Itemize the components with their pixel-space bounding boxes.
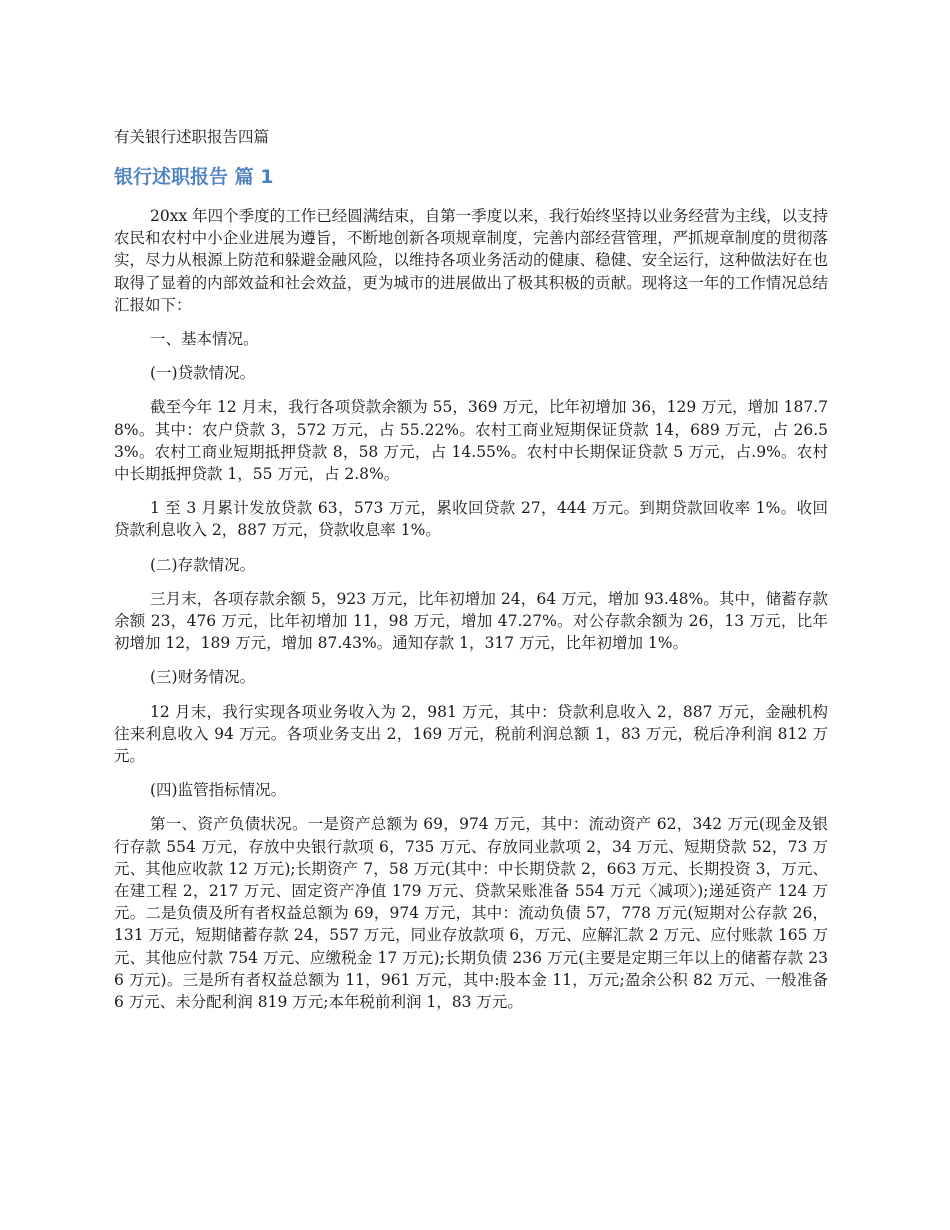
paragraph-loan-issuance: 1 至 3 月累计发放贷款 63，573 万元，累收回贷款 27，444 万元。到期贷款回收率 1%。收回贷款利息收入 2，887 万元，贷款收息率 1%。 <box>114 499 828 540</box>
paragraph-loan-balance: 截至今年 12 月末，我行各项贷款余额为 55，369 万元，比年初增加 36，129 万元，增加 187.78%。其中：农户贷款 3，572 万元，占 55.22%。农村工商业短期保证贷款 14，689 万元，占 26.53%。农村工商业短期抵押贷款 8，58 万元，占 14.55%。农村中长期保证贷款 5 万元，占.9%。农村中长期抵押贷款 1，55 万元，占 2.8%。 <box>114 398 828 484</box>
paragraph-deposit-heading: (二)存款情况。 <box>150 555 256 574</box>
paragraph-finance-detail: 12 月末，我行实现各项业务收入为 2，981 万元，其中：贷款利息收入 2，887 万元，金融机构往来利息收入 94 万元。各项业务支出 2，169 万元，税前利润总额 1，83 万元，税后净利润 812 万元。 <box>114 702 828 766</box>
paragraph-intro: 20xx 年四个季度的工作已经圆满结束，自第一季度以来，我行始终坚持以业务经营为主线，以支持农民和农村中小企业进展为遵旨，不断地创新各项规章制度，完善内部经营管理，严抓规章制度的贯彻落实，尽力从根源上防范和躲避金融风险，以维持各项业务活动的健康、稳健、安全运行，这种做法好在也取得了显着的内部效益和社会效益，更为城市的进展做出了极其积极的贡献。现将这一年的工作情况总结汇报如下： <box>114 207 828 314</box>
document-title: 有关银行述职报告四篇 <box>114 128 270 146</box>
paragraph-loan-heading: (一)贷款情况。 <box>150 364 256 383</box>
document-body <box>114 205 828 1025</box>
paragraph-deposit-detail: 三月末，各项存款余额 5，923 万元，比年初增加 24，64 万元，增加 93.48%。其中，储蓄存款余额 23，476 万元，比年初增加 11，98 万元，增加 47.27%。对公存款余额为 26，13 万元，比年初增加 12，189 万元，增加 87.43%。通知存款 1，317 万元，比年初增加 1%。 <box>114 589 828 653</box>
paragraph-balance-sheet: 第一、资产负债状况。一是资产总额为 69，974 万元，其中：流动资产 62，342 万元(现金及银行存款 554 万元，存放中央银行款项 6，735 万元、存放同业款项 2，34 万元、短期贷款 52，73 万元、其他应收款 12 万元);长期资产 7，58 万元(其中：中长期贷款 2，663 万元、长期投资 3，万元、在建工程 2，217 万元、固定资产净值 179 万元、贷款呆账准备 554 万元〈减项〉);递延资产 124 万元。二是负债及所有者权益总额为 69，974 万元，其中：流动负债 57，778 万元(短期对公存款 26，131 万元，短期储蓄存款 24，557 万元，同业存放款项 6，万元、应解汇款 2 万元、应付账款 165 万元、其他应付款 754 万元、应缴税金 17 万元);长期负债 236 万元(主要是定期三年以上的储蓄存款 236 万元)。三是所有者权益总额为 11，961 万元，其中:股本金 11，万元;盈余公积 82 万元、一般准备 6 万元、未分配利润 819 万元;本年税前利润 1，83 万元。 <box>114 815 828 1012</box>
paragraph-basic-situation: 一、基本情况。 <box>150 330 259 349</box>
paragraph-finance-heading: (三)财务情况。 <box>150 668 256 687</box>
section-heading: 银行述职报告 篇 1 <box>114 166 274 188</box>
paragraph-regulatory-heading: (四)监管指标情况。 <box>150 781 287 800</box>
